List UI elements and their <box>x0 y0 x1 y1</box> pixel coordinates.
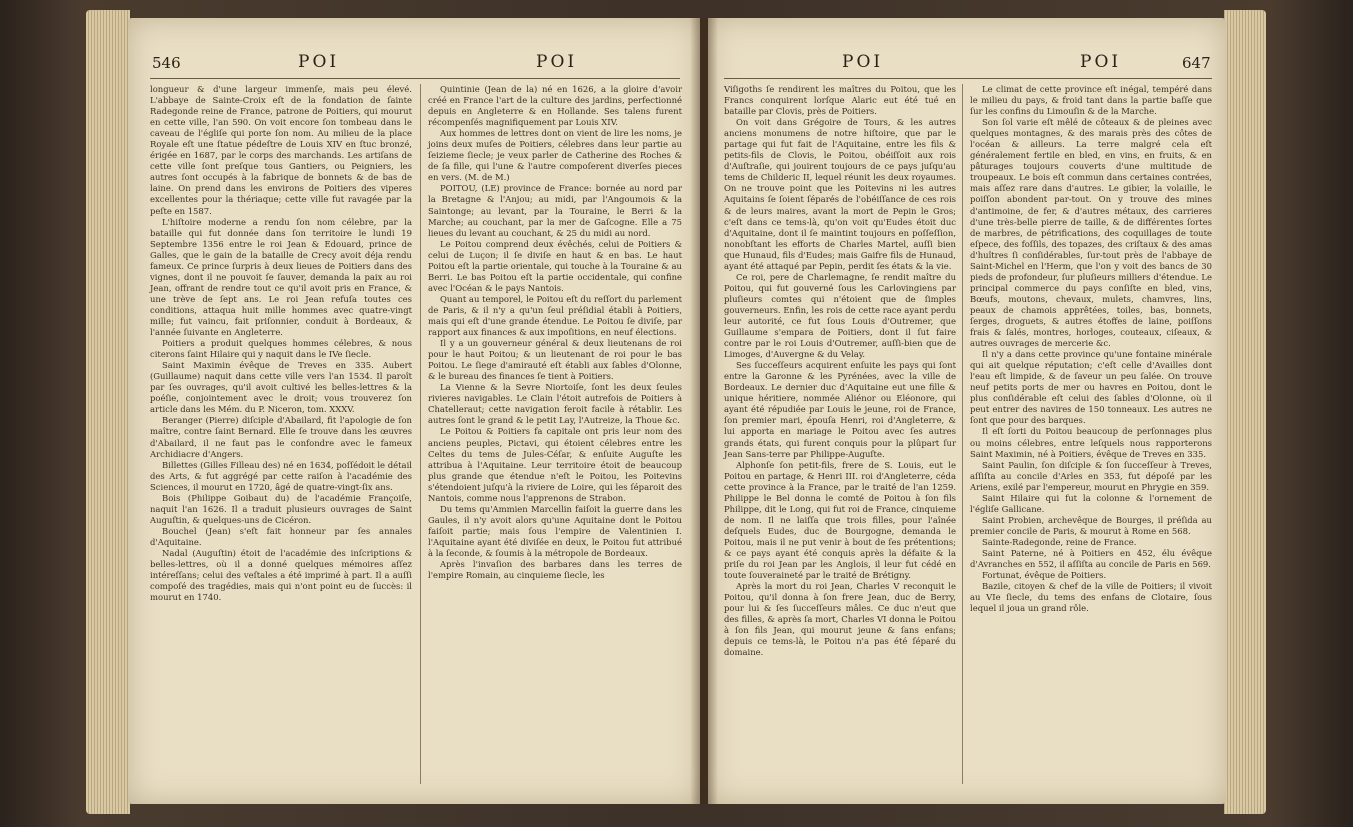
paragraph: Le Poitou comprend deux évêchés, celui de Poitiers & celui de Luçon; il ſe diviſe en haut & en bas. Le haut Poitou eſt la partie orientale, qui touche à la Touraine & au Berri. Le bas Poitou eſt la partie occidentale, qui confine avec l'Océan & le pays Nantois. <box>428 238 682 293</box>
paragraph: Ses ſucceſſeurs acquirent enſuite les pays qui ſont entre la Garonne & les Pyrénées, avec la ville de Bordeaux. Le dernier duc d'Aquitaine eut une fille & unique héritiere, nommée Aliénor ou Eléonore, qui ayant été répudiée par Louis le jeune, roi de France, ſon premier mari, épouſa Henri, roi d'Angleterre, & lui apporta en mariage le Poitou avec ſes autres grands états, qui furent conquis pour la plûpart ſur Jean Sans-terre par Philippe-Auguſte. <box>724 360 956 459</box>
paragraph: Il n'y a dans cette province qu'une fontaine minérale qui ait quelque réputation; c'eſt celle d'Availles dont l'eau eſt limpide, & de ſaveur un peu ſalée. On trouve neuf petits ports de mer ou havres en Poitou, dont le plus conſidérable eſt celui des ſables d'Olonne, où il peut entrer des navires de 150 tonneaux. Les autres ne ſont que pour des barques. <box>970 349 1212 426</box>
paragraph: POITOU, (LE) province de France: bornée au nord par la Bretagne & l'Anjou; au midi, par l'Angoumois & la Saintonge; au levant, par la Touraine, le Berri & la Marche; au couchant, par la mer de Gaſcogne. Elle a 75 lieues du levant au couchant, & 25 du midi au nord. <box>428 183 682 238</box>
page-number-right: 647 <box>1182 54 1211 72</box>
paragraph: Viſigoths ſe rendirent les maîtres du Poitou, que les Francs conquirent lorſque Alaric eut été tué en bataille par Clovis, près de Poitiers. <box>724 84 956 117</box>
paragraph: Bazile, citoyen & chef de la ville de Poitiers; il vivoit au VIe ſiecle, du tems des enfans de Clotaire, ſous lequel il joua un grand rôle. <box>970 581 1212 614</box>
right-page-column-2 <box>970 84 1212 614</box>
paragraph: Quant au temporel, le Poitou eſt du reſſort du parlement de Paris, & il n'y a qu'un ſeul préſidial établi à Poitiers, mais qui eſt d'une grande étendue. Le Poitou ſe diviſe, par rapport aux finances & aux impoſitions, en neuf élections. <box>428 293 682 338</box>
paragraph: Il y a un gouverneur général & deux lieutenans de roi pour le haut Poitou; & un lieutenant de roi pour le bas Poitou. Le ſiege d'amirauté eſt établi aux ſables d'Olonne, & le bureau des finances ſe tient à Poitiers. <box>428 338 682 382</box>
paragraph: Après l'invaſion des barbares dans les terres de l'empire Romain, au cinquieme ſiecle, les <box>428 559 682 581</box>
page-number-left: 546 <box>152 54 181 72</box>
header-word-left-1: POI <box>298 52 340 72</box>
paragraph: Billettes (Gilles Filleau des) né en 1634, poſſédoit le détail des Arts, & fut aggrégé par cette raiſon à l'académie des Sciences, il mourut en 1720, âgé de quatre-vingt-ſix ans. <box>150 459 412 492</box>
paragraph: Beranger (Pierre) diſciple d'Abailard, fit l'apologie de ſon maître, contre ſaint Bernard. Elle ſe trouve dans les œuvres d'Abailard, il ne faut pas le confondre avec le fameux Archidiacre d'Angers. <box>150 415 412 459</box>
running-head-left <box>128 52 700 78</box>
paragraph: Bois (Philippe Goibaut du) de l'académie Françoiſe, naquit l'an 1626. Il a traduit plusieurs ouvrages de Saint Auguſtin, & quelques-uns de Cicéron. <box>150 492 412 525</box>
column-divider-left <box>420 84 421 784</box>
header-word-right-2: POI <box>1080 52 1122 72</box>
left-page-column-1 <box>150 84 412 603</box>
header-rule-right <box>724 78 1212 79</box>
page-edges-left <box>86 10 130 814</box>
paragraph: Nadal (Auguſtin) étoit de l'académie des inſcriptions & belles-lettres, où il a donné quelques mémoires aſſez intéreſſans; celui des veſtales a été imprimé à part. Il a auſſi compoſé des tragédies, mais qui n'ont point eu de ſuccès: il mourut en 1740. <box>150 547 412 603</box>
paragraph: Ce roi, pere de Charlemagne, ſe rendit maître du Poitou, qui fut gouverné ſous les Carlovingiens par pluſieurs comtes qui n'étoient que de ſimples gouverneurs. Enfin, les rois de cette race ayant perdu leur autorité, ce fut ſous Louis d'Outremer, que Guillaume s'empara de Poitiers, dont il ſut faire contre par le roi Louis d'Outremer, auſſi-bien que de Limoges, d'Auvergne & du Velay. <box>724 271 956 360</box>
paragraph: Aux hommes de lettres dont on vient de lire les noms, je joins deux muſes de Poitiers, célebres dans leur partie au ſeizieme ſiecle; je veux parler de Catherine des Roches & de ſa fille, qui l'une & l'autre compoſerent diverſes pieces en vers. (M. de M.) <box>428 128 682 183</box>
paragraph: longueur & d'une largeur immenſe, mais peu élevé. L'abbaye de Sainte-Croix eſt de la fondation de ſainte Radegonde reine de France, patrone de Poitiers, qui mourut en cette ville, l'an 590. On voit encore ſon tombeau dans le caveau de l'égliſe qui porte ſon nom. Au milieu de la place Royale eſt une ſtatue pédeſtre de Louis XIV en ſtuc bronzé, érigée en 1687, par le corps des marchands. Les artiſans de cette ville ſont preſque tous Gantiers, ou Peigniers, les autres ſont occupés à la fabrique de bonnets & de bas de laine. On prend dans les environs de Poitiers des viperes excellentes pour la thériaque; cette ville fut ravagée par la peſte en 1587. <box>150 84 412 216</box>
running-head-right <box>708 52 1226 78</box>
paragraph: Le climat de cette province eſt inégal, tempéré dans le milieu du pays, & froid tant dans la partie baſſe que ſur les confins du Limouſin & de la Marche. <box>970 84 1212 117</box>
header-rule-left <box>150 78 680 79</box>
paragraph: La Vienne & la Sevre Niortoiſe, ſont les deux ſeules rivieres navigables. Le Clain l'étoit autrefois de Poitiers à Chatelleraut; cette navigation feroit facile à rétablir. Les autres ſont le grand & le petit Lay, l'Autreize, la Thoue &c. <box>428 382 682 426</box>
left-page-column-2 <box>428 84 682 581</box>
page-edges-right <box>1224 10 1266 814</box>
paragraph: On voit dans Grégoire de Tours, & les autres anciens monumens de notre hiſtoire, que par le partage qui fut fait de l'Aquitaine, entre les fils & petits-fils de Clovis, le Poitou, obéiſſoit aux rois d'Auſtraſie, qui jouirent toujours de ce pays juſqu'au tems de Childeric II, lequel réunit les deux royaumes. On ne trouve point que les Poitevins ni les autres Aquitains ſe ſoient ſéparés de l'obéiſſance de ces rois & de leurs maires, avant la mort de Pepin le Gros; c'eſt dans ce tems-là, qu'on voit qu'Eudes étoit duc d'Aquitaine, dont il ſe maintint toujours en poſſeſſion, nonobſtant les efforts de Charles Martel, auſſi bien que Hunaud, fils d'Eudes; mais Gaifre fils de Hunaud, ayant été attaqué par Pepin, perdit ſes états & la vie. <box>724 117 956 271</box>
column-divider-right <box>962 84 963 784</box>
paragraph: Saint Hilaire qui fut la colonne & l'ornement de l'égliſe Gallicane. <box>970 492 1212 514</box>
header-word-right-1: POI <box>842 52 884 72</box>
paragraph: L'hiſtoire moderne a rendu ſon nom célebre, par la bataille qui fut donnée dans ſon territoire le lundi 19 Septembre 1356 entre le roi Jean & Edouard, prince de Galles, que le gain de la bataille de Crecy avoit déja rendu fameux. Ce prince ſurpris à deux lieues de Poitiers dans des vignes, dont il ne pouvoit ſe ſauver, demanda la paix au roi Jean, offrant de rendre tout ce qu'il avoit pris en France, & une trève de ſept ans. Le roi Jean refuſa toutes ces conditions, attaqua huit mille hommes avec quatre-vingt mille; fut vaincu, fait priſonnier, conduit à Bordeaux, & l'année ſuivante en Angleterre. <box>150 216 412 338</box>
paragraph: Du tems qu'Ammien Marcellin faiſoit la guerre dans les Gaules, il n'y avoit alors qu'une Aquitaine dont le Poitou faiſoit partie; mais ſous l'empire de Valentinien I. l'Aquitaine ayant été diviſée en deux, le Poitou fut attribué à la ſeconde, & ſoumis à la métropole de Bordeaux. <box>428 503 682 558</box>
paragraph: Poitiers a produit quelques hommes célebres, & nous citerons ſaint Hilaire qui y naquit dans le IVe ſiecle. <box>150 338 412 360</box>
left-page <box>128 18 700 804</box>
right-page-column-1 <box>724 84 956 658</box>
paragraph: Sainte-Radegonde, reine de France. <box>982 536 1137 547</box>
paragraph: Fortunat, évêque de Poitiers. <box>982 570 1107 581</box>
paragraph: Bouchel (Jean) s'eſt fait honneur par ſes annales d'Aquitaine. <box>150 525 412 547</box>
paragraph: Alphonſe ſon petit-fils, frere de S. Louis, eut le Poitou en partage, & Henri III. roi d'Angleterre, céda cette province à la France, par le traité de l'an 1259. Philippe le Bel donna le comté de Poitou à ſon fils Philippe, dit le Long, qui fut roi de France, cinquieme de nom. Il ne laiſſa que trois filles, pour l'aînée deſquels Eudes, duc de Bourgogne, demanda le Poitou, mais il ne put venir à bout de ſes prétentions; & ce pays ayant été conquis après la défaite & la priſe du roi Jean par les Anglois, il leur fut cédé en toute ſouveraineté par le traité de Brétigny. <box>724 459 956 581</box>
right-page <box>708 18 1226 804</box>
paragraph: Saint Paterne, né à Poitiers en 452, élu évêque d'Avranches en 552, il aſſiſta au concile de Paris en 569. <box>970 547 1212 570</box>
paragraph: Saint Paulin, ſon diſciple & ſon ſucceſſeur à Treves, aſſiſta au concile d'Arles en 353, fut dépoſé par les Ariens, exilé par l'empereur, mourut en Phrygie en 359. <box>970 459 1212 492</box>
paragraph: Saint Maximin évêque de Treves en 335. Aubert (Guillaume) naquit dans cette ville vers l'an 1534. Il paroît par ſes ouvrages, qu'il avoit cultivé les belles-lettres & la poéſie, conjointement avec le droit; vous trouverez ſon article dans les Mém. du P. Niceron, tom. XXXV. <box>150 360 412 415</box>
paragraph: Le Poitou & Poitiers fa capitale ont pris leur nom des anciens peuples, Pictavi, qui étoient célebres entre les Celtes du tems de Jules-Céſar, & enſuite Auguſte les attribua à l'Aquitaine. Leur territoire étoit de beaucoup plus grande que étendue n'eſt le Poitou, les Poitevins s'étendoient juſqu'à la riviere de Loire, qui les ſéparoit des Nantois, comme nous l'apprenons de Strabon. <box>428 426 682 503</box>
paragraph: Après la mort du roi Jean, Charles V reconquit le Poitou, qu'il donna à ſon frere Jean, duc de Berry, pour lui & ſes ſucceſſeurs mâles. Ce duc n'eut que des filles, & après ſa mort, Charles VI donna le Poitou à ſon fils Jean, qui mourut jeune & ſans enfans; depuis ce tems-là, le Poitou n'a pas été ſéparé du domaine. <box>724 581 956 658</box>
header-word-left-2: POI <box>536 52 578 72</box>
paragraph: Son ſol varie eſt mêlé de côteaux & de pleines avec quelques montagnes, & des marais près des côtes de l'océan & ailleurs. La terre malgré cela eſt généralement fertile en bled, en vins, en fruits, & en pâturages toujours couverts d'une multitude de troupeaux. Le bois eſt commun dans certaines contrées, mais aſſez rare dans d'autres. Le gibier, la volaille, le poiſſon abondent par-tout. On y trouve des mines d'antimoine, de fer, & d'autres métaux, des carrieres d'une très-belle pierre de taille, & de différentes ſortes de marbres, de pétrifications, des coquillages de toute eſpece, des foſſils, des topazes, des criſtaux & des amas d'huîtres ſi conſidérables, ſur-tout près de l'abbaye de Saint-Michel en l'Herm, que l'on y voit des bancs de 30 pieds de profondeur, ſur pluſieurs milliers d'étendue. Le principal commerce du pays conſiſte en bled, vins, Bœufs, moutons, chevaux, mulets, chamvres, lins, peaux de chamois apprêtées, toiles, bas, bonnets, ſerges, droguets, & autres étoffes de laine, poiſſons frais & ſalés, montres, horloges, couteaux, ciſeaux, & autres ouvrages de mercerie &c. <box>970 117 1212 349</box>
paragraph: Il eſt ſorti du Poitou beaucoup de perſonnages plus ou moins célebres, entre leſquels nous rapporterons Saint Maximin, né à Poitiers, évêque de Treves en 335. <box>970 426 1212 459</box>
paragraph: Saint Probien, archevêque de Bourges, il préſida au premier concile de Paris, & mourut à Rome en 568. <box>970 514 1212 536</box>
paragraph: Quintinie (Jean de la) né en 1626, a la gloire d'avoir créé en France l'art de la culture des jardins, perfectionné depuis en Angleterre & en Hollande. Ses talens furent récompenſés magnifiquement par Louis XIV. <box>428 84 682 128</box>
